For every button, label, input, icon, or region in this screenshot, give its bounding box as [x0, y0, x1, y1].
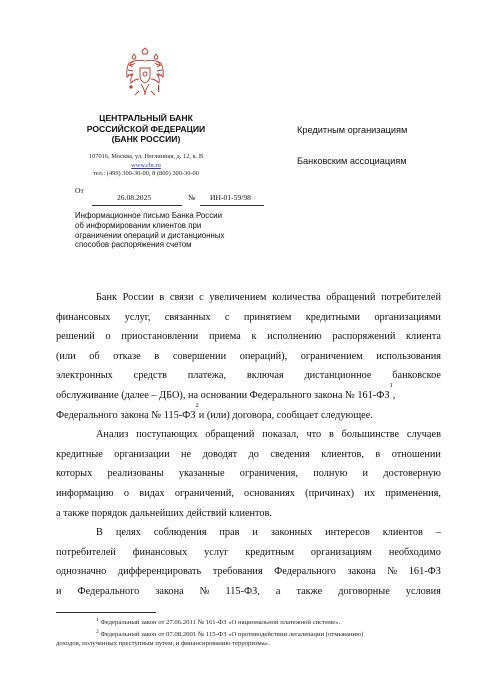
word: об	[89, 350, 100, 362]
word: отношении	[391, 448, 441, 460]
line-text: и (или) договора, сообщает следующее.	[198, 409, 373, 421]
word: банковское	[392, 370, 441, 382]
word: России	[122, 292, 154, 303]
from-label: От	[75, 186, 84, 195]
phone-numbers: тел.: (499) 300-30-00, 8 (800) 300-30-00	[93, 170, 199, 178]
word: (причинах)	[305, 487, 355, 499]
word: доводят	[202, 448, 238, 460]
word: показал,	[262, 429, 299, 441]
word: электронных	[56, 370, 113, 382]
word: кредитные	[56, 448, 103, 460]
body-line	[56, 347, 441, 367]
word: соблюдения	[153, 527, 207, 539]
body-line	[56, 523, 441, 543]
word: услуг,	[124, 311, 151, 323]
body-line	[56, 445, 441, 465]
body-line	[56, 327, 441, 347]
word: Федерального	[274, 566, 336, 578]
word: а	[275, 585, 281, 597]
word: Федерального	[77, 585, 140, 597]
subject-line: об информировании клиентов при	[75, 220, 202, 230]
word: отказе	[113, 350, 141, 362]
recipient-bank-associations: Банковским ассоциациям	[297, 156, 407, 166]
word: исполнению	[267, 331, 322, 343]
word: целях	[115, 527, 141, 539]
line-text: обслуживание (далее – ДБО), на основании Федерального закона № 161-ФЗ	[56, 389, 390, 401]
footnote-text: Федеральный закон от 27.06.2011 № 161-ФЗ «О национальной платежной системе».	[100, 619, 341, 627]
word: приема	[208, 331, 241, 343]
word: требования	[212, 566, 263, 578]
word: основаниях	[244, 487, 295, 499]
word: реализованы	[107, 468, 164, 480]
word: достоверную	[383, 468, 441, 480]
word: (или	[56, 350, 76, 362]
org-line: РОССИЙСКОЙ ФЕДЕРАЦИИ	[86, 123, 206, 134]
word: с	[224, 311, 230, 323]
letter-number: ИН-01-59/98	[210, 193, 251, 202]
word: связанных	[164, 311, 211, 323]
word: услуг	[204, 546, 229, 558]
word: принятием	[243, 311, 292, 323]
word: необходимо	[388, 546, 441, 558]
line-text: Федерального закона № 115-ФЗ	[56, 409, 196, 421]
word: решений	[56, 331, 95, 343]
word: интересов	[325, 527, 370, 539]
footnote-marker: 2	[96, 628, 99, 635]
word: клиентов	[382, 527, 423, 539]
body-line	[56, 366, 441, 386]
word: сведения	[270, 448, 310, 460]
double-headed-eagle-emblem-icon	[123, 47, 167, 99]
org-line: ЦЕНТРАЛЬНЫЙ БАНК	[99, 113, 193, 123]
word: однозначно	[56, 566, 107, 578]
word: 115-ФЗ,	[225, 585, 260, 597]
word: о	[105, 331, 111, 343]
word: прав	[219, 527, 240, 539]
line-text: ,	[392, 389, 396, 401]
word: увеличением	[209, 292, 267, 303]
body-line	[56, 464, 441, 484]
word: обращений	[205, 429, 255, 441]
website-link[interactable]: www.cbr.ru	[131, 161, 161, 169]
word: ограничений,	[174, 487, 234, 499]
footnote-ref-1[interactable]: 1	[389, 381, 393, 389]
word: финансовых	[132, 546, 188, 558]
word: приостановлении	[121, 331, 199, 343]
word: дифференцировать	[117, 566, 202, 578]
word: поступающих	[136, 429, 198, 441]
footnote-marker: 1	[96, 617, 99, 623]
letter-subject	[75, 211, 275, 250]
word: не	[181, 448, 192, 460]
word: применения,	[385, 487, 441, 499]
line-text: а также порядок дальнейших действий клиентов.	[56, 507, 272, 519]
word: обращений	[326, 292, 376, 303]
footnote-text: Федеральный закон от 07.08.2001 № 115-ФЗ «О противодействии легализации (отмыванию)	[100, 631, 364, 639]
word: в	[159, 292, 165, 303]
word: №	[387, 566, 398, 578]
word: и	[56, 585, 62, 597]
organization-name	[62, 113, 230, 145]
body-line	[56, 582, 441, 602]
word: договорные	[338, 585, 390, 597]
word: дистанционное	[304, 370, 372, 382]
word: информацию	[56, 487, 114, 499]
word: видах	[139, 487, 165, 499]
body-line	[56, 401, 441, 426]
word: в	[154, 350, 160, 362]
letter-date: 26.08.2025	[117, 193, 152, 202]
word: ограничением	[300, 350, 363, 362]
word: 161-ФЗ	[408, 566, 441, 578]
footnote-separator	[56, 612, 156, 613]
subject-line: ограничении операций и дистанционных	[75, 230, 225, 240]
body-line	[56, 308, 441, 328]
word: В	[96, 527, 103, 539]
word: организации	[114, 448, 170, 460]
body-line	[56, 543, 441, 563]
word: что	[306, 429, 322, 441]
word: полную	[313, 468, 348, 480]
word: кредитными	[305, 311, 361, 323]
subject-line: способов распоряжения счетом	[75, 240, 192, 250]
body-line	[56, 425, 441, 445]
word: до	[248, 448, 259, 460]
word: совершении	[172, 350, 227, 362]
word: закона	[155, 585, 184, 597]
recipient-credit-orgs: Кредитным организациям	[297, 125, 408, 135]
word: в	[375, 448, 381, 460]
footnote-ref-2[interactable]: 2	[195, 401, 199, 409]
word: количества	[272, 292, 321, 303]
word: также	[296, 585, 323, 597]
word: их	[364, 487, 376, 499]
body-line	[56, 484, 441, 504]
letter-body	[56, 288, 441, 602]
footnote-2	[56, 628, 441, 640]
footnote-2-continued: доходов, полученных преступным путем, и финансированию терроризма».	[56, 639, 270, 647]
body-line	[56, 504, 441, 524]
word: случаев	[406, 429, 441, 441]
word: и	[362, 468, 369, 480]
contact-block	[62, 153, 230, 179]
footnotes	[56, 616, 441, 649]
word: с	[199, 292, 204, 303]
body-line	[56, 381, 441, 406]
number-label: №	[188, 193, 196, 202]
word: использования	[376, 350, 441, 362]
word: Анализ	[96, 429, 129, 441]
word: клиентов,	[321, 448, 364, 460]
postal-address: 107016, Москва, ул. Неглинная, д. 12, к. В	[88, 153, 204, 160]
word: о	[123, 487, 129, 499]
word: указанные	[178, 468, 225, 480]
word: потребителей	[56, 546, 116, 558]
date-underline	[92, 205, 182, 206]
word: включая	[246, 370, 284, 382]
word: кредитным	[245, 546, 295, 558]
word: которых	[56, 468, 93, 480]
word: закона	[347, 566, 376, 578]
word: операций),	[239, 350, 288, 362]
word: –	[435, 527, 441, 539]
number-underline	[200, 205, 264, 206]
word: большинстве	[341, 429, 400, 441]
word: связи	[169, 292, 194, 303]
word: клиента	[406, 331, 441, 343]
word: распоряжений	[332, 331, 396, 343]
word: законных	[270, 527, 313, 539]
word: и	[252, 527, 258, 539]
word: организациям	[310, 546, 372, 558]
word: ограничения,	[239, 468, 298, 480]
word: №	[199, 585, 210, 597]
org-line: (БАНК РОССИИ)	[111, 134, 181, 144]
word: к	[251, 331, 257, 343]
word: платежа,	[187, 370, 227, 382]
subject-line: Информационное письмо Банка России	[75, 211, 222, 220]
word: потребителей	[381, 292, 441, 303]
word: средств	[133, 370, 167, 382]
body-line	[56, 562, 441, 582]
word: организациями	[374, 311, 441, 323]
word: финансовых	[56, 311, 111, 323]
footnote-1	[56, 616, 441, 628]
word: условия	[405, 585, 441, 597]
word: в	[328, 429, 334, 441]
word: Банк	[96, 292, 117, 303]
body-line	[56, 288, 441, 308]
